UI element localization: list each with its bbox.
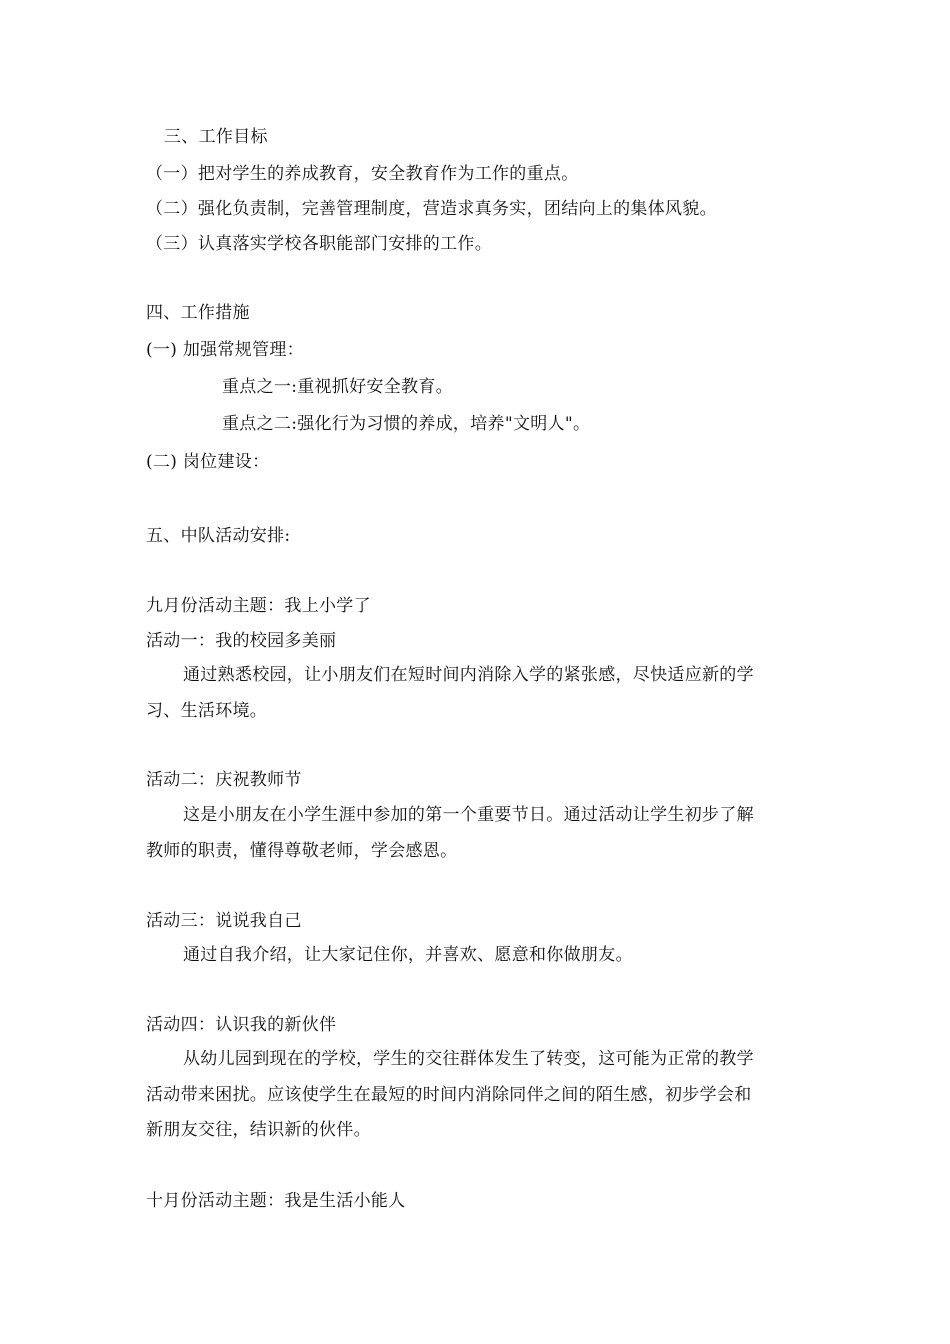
section4-heading: 四、工作措施 (146, 303, 250, 323)
activity2-line1: 这是小朋友在小学生涯中参加的第一个重要节日。通过活动让学生初步了解 (183, 805, 754, 825)
activity3-title: 活动三：说说我自己 (146, 911, 302, 931)
section3-item-3: （三）认真落实学校各职能部门安排的工作。 (146, 234, 492, 254)
section4-sub1: (一) 加强常规管理： (146, 340, 304, 360)
activity1-line2: 习、生活环境。 (146, 701, 268, 721)
activity4-line1: 从幼儿园到现在的学校，学生的交往群体发生了转变，这可能为正常的教学 (183, 1049, 754, 1069)
activity4-line2: 活动带来困扰。应该使学生在最短的时间内消除同伴之间的陌生感，初步学会和 (146, 1085, 752, 1105)
section4-sub2: (二) 岗位建设： (146, 452, 270, 472)
section4-point2: 重点之二:强化行为习惯的养成，培养"文明人"。 (222, 414, 591, 434)
section4-point1: 重点之一:重视抓好安全教育。 (222, 377, 453, 397)
activity4-title: 活动四：认识我的新伙伴 (146, 1015, 337, 1035)
section3-item-2: （二）强化负责制，完善管理制度，营造求真务实，团结向上的集体风貌。 (146, 199, 717, 219)
activity4-line3: 新朋友交往，结识新的伙伴。 (146, 1120, 371, 1140)
activity3-line1: 通过自我介绍，让大家记住你，并喜欢、愿意和你做朋友。 (183, 945, 633, 965)
section5-heading: 五、中队活动安排: (146, 526, 291, 546)
section3-heading: 三、工作目标 (164, 127, 268, 147)
activity1-line1: 通过熟悉校园，让小朋友们在短时间内消除入学的紧张感，尽快适应新的学 (183, 665, 754, 685)
activity1-title: 活动一：我的校园多美丽 (146, 631, 337, 651)
september-theme: 九月份活动主题：我上小学了 (146, 596, 371, 616)
section3-item-1: （一）把对学生的养成教育，安全教育作为工作的重点。 (146, 164, 579, 184)
october-theme: 十月份活动主题：我是生活小能人 (146, 1191, 406, 1211)
activity2-title: 活动二：庆祝教师节 (146, 770, 302, 790)
activity2-line2: 教师的职责，懂得尊敬老师，学会感恩。 (146, 841, 458, 861)
